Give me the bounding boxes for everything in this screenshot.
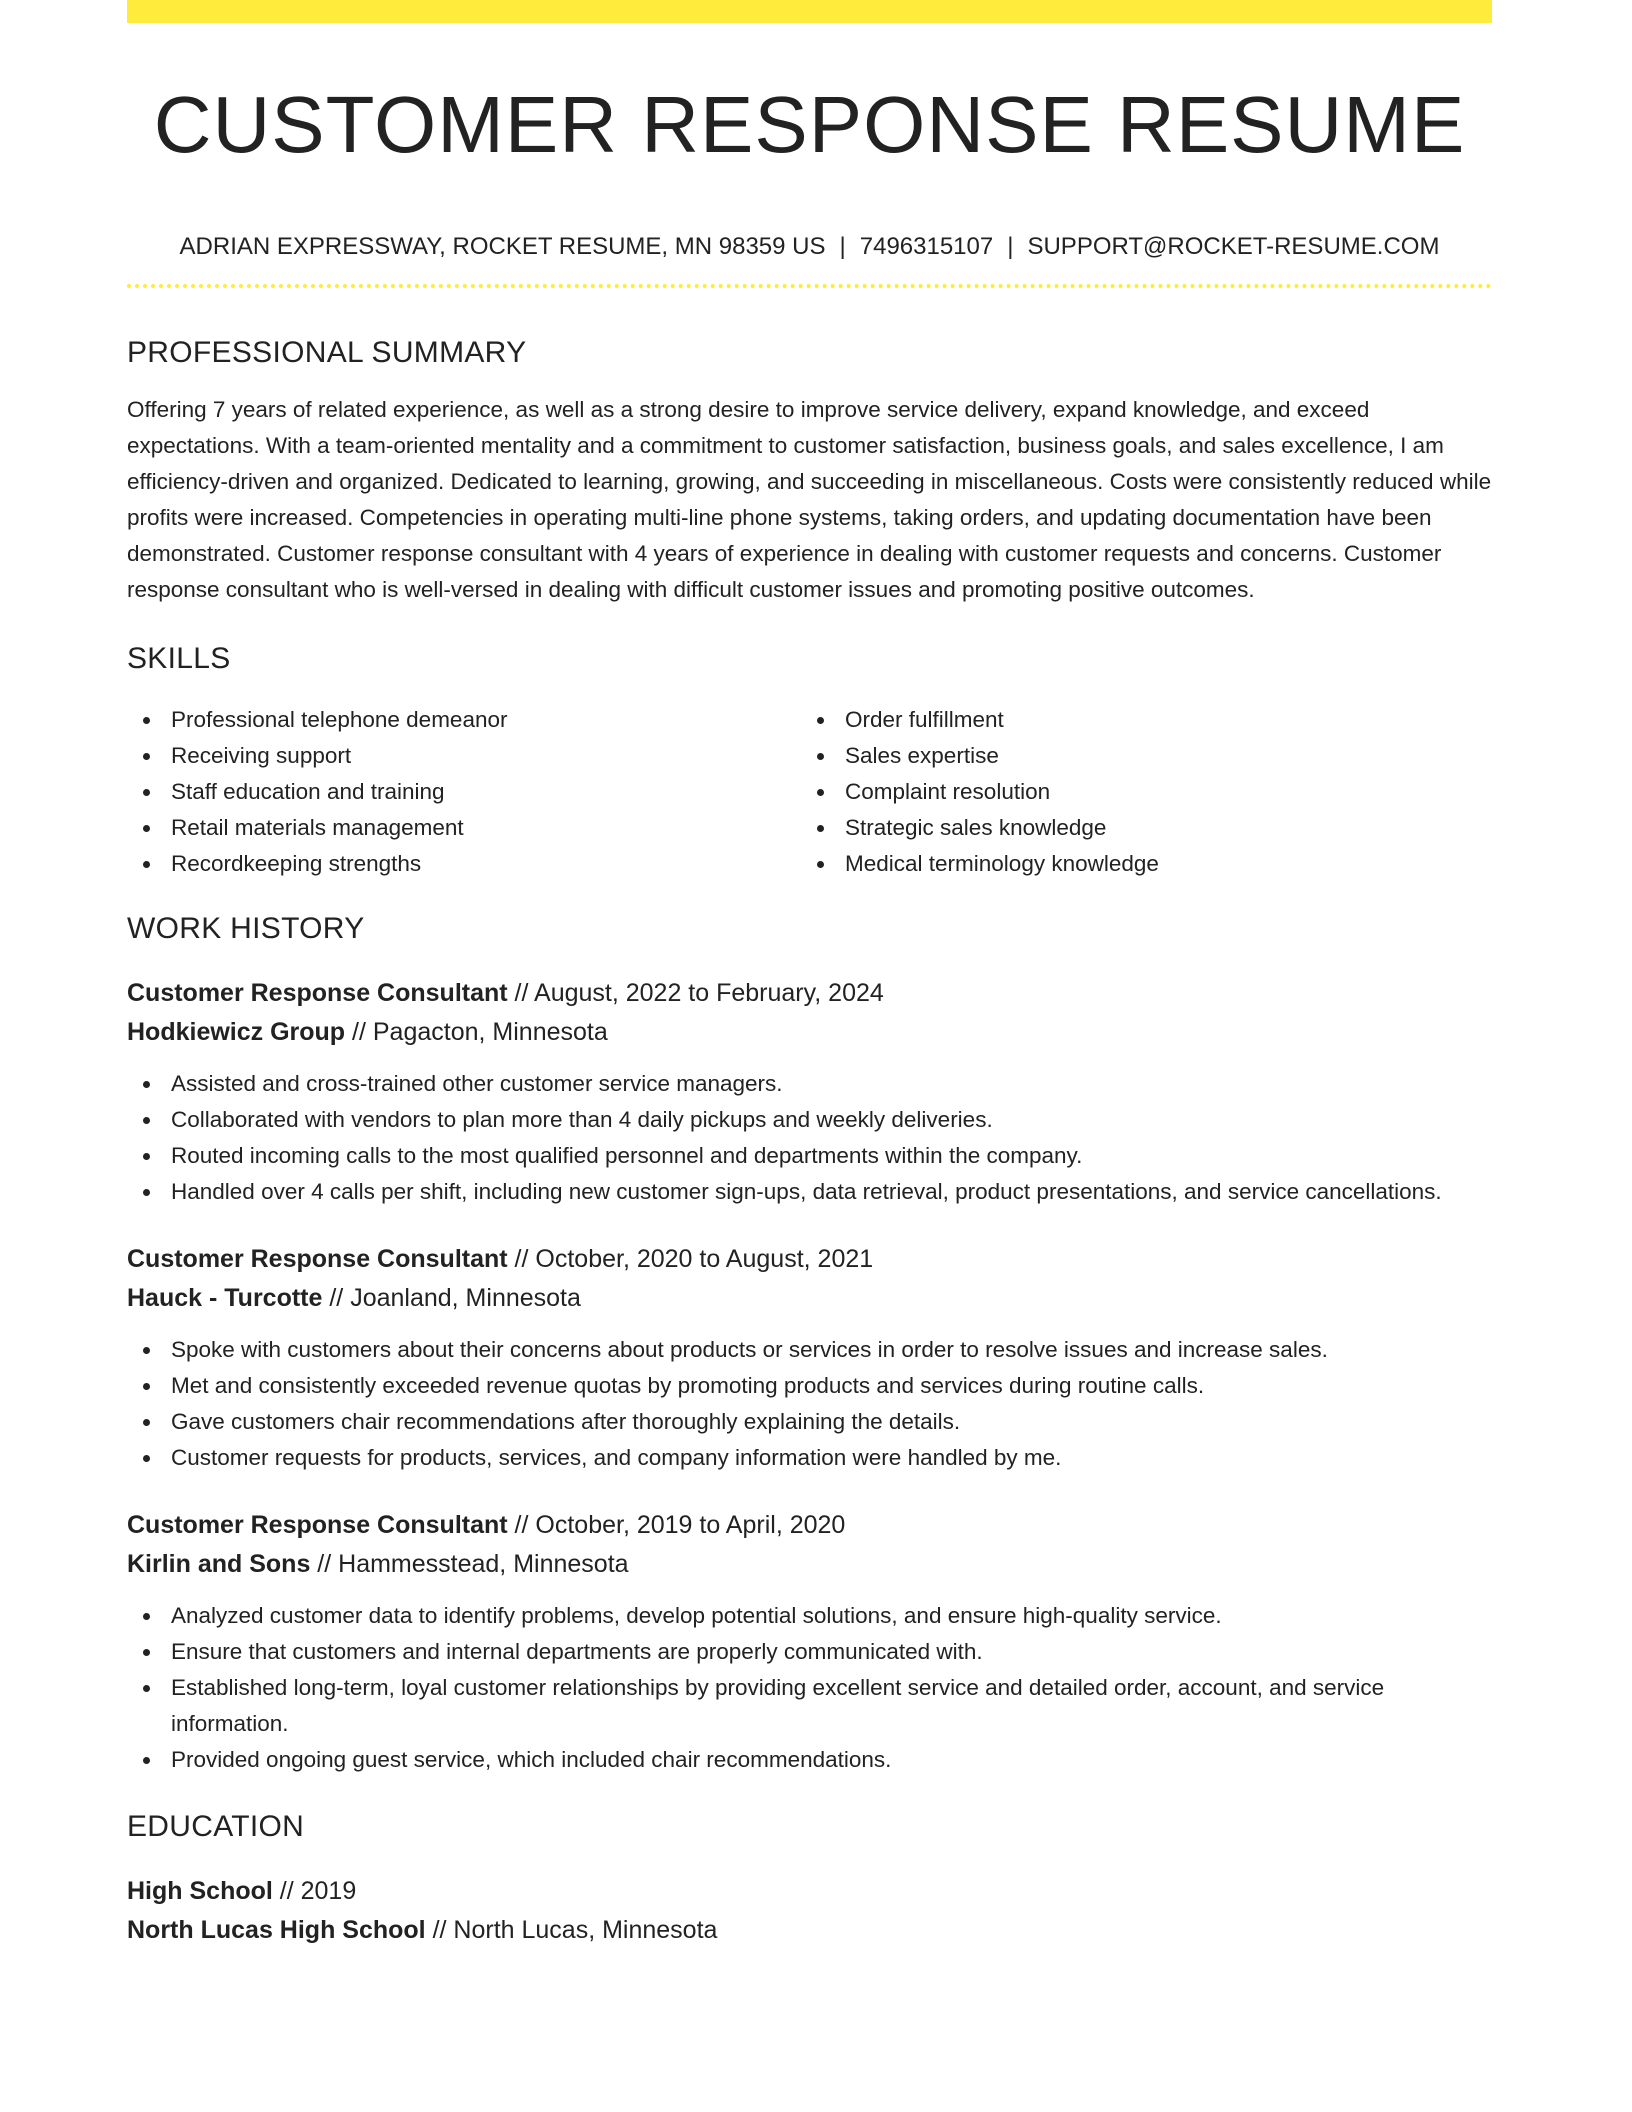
job-location: // Pagacton, Minnesota [345, 1018, 608, 1046]
summary-heading: PROFESSIONAL SUMMARY [127, 336, 527, 369]
job-bullet: Assisted and cross-trained other customer service managers. [127, 1066, 1492, 1102]
job-bullet: Provided ongoing guest service, which included chair recommendations. [127, 1742, 1492, 1778]
job-bullet: Gave customers chair recommendations after thoroughly explaining the details. [127, 1404, 1492, 1440]
skill-item: Professional telephone demeanor [127, 702, 801, 738]
job-entry [127, 974, 1492, 1210]
accent-top-bar [127, 0, 1492, 23]
education-degree: High School [127, 1877, 273, 1905]
education-entry [127, 1872, 1492, 1950]
skills-column-left [127, 702, 801, 882]
contact-phone: 7496315107 [859, 233, 994, 260]
skill-item: Sales expertise [801, 738, 1475, 774]
job-bullet: Customer requests for products, services, and company information were handled by me. [127, 1440, 1492, 1476]
job-bullet: Analyzed customer data to identify problems, develop potential solutions, and ensure high-quality service. [127, 1598, 1492, 1634]
job-company: Hodkiewicz Group [127, 1018, 346, 1046]
work-history-heading: WORK HISTORY [127, 912, 365, 945]
job-title: Customer Response Consultant [127, 1245, 508, 1273]
job-bullet: Collaborated with vendors to plan more than 4 daily pickups and weekly deliveries. [127, 1102, 1492, 1138]
job-title-line [127, 1240, 1492, 1279]
contact-separator: | [1007, 233, 1014, 260]
job-location: // Joanland, Minnesota [322, 1284, 581, 1312]
education-school: North Lucas High School [127, 1916, 426, 1944]
job-company: Hauck - Turcotte [127, 1284, 323, 1312]
summary-text: Offering 7 years of related experience, as well as a strong desire to improve service delivery, expand knowledge, and exceed expectations. With a team-oriented mentality and a commitment to customer satisfaction, business goals, and sales excellence, I am efficiency-driven and organized. Dedicated to learning, growing, and succeeding in miscellaneous. Costs were consistently reduced while profits were increased. Competencies in operating multi-line phone systems, taking orders, and updating documentation have been demonstrated. Customer response consultant with 4 years of experience in dealing with customer requests and concerns. Customer response consultant who is well-versed in dealing with difficult customer issues and promoting positive outcomes. [127, 397, 1492, 602]
education-location: // North Lucas, Minnesota [425, 1916, 718, 1944]
resume-page [127, 0, 1492, 1950]
skill-item: Complaint resolution [801, 774, 1475, 810]
job-bullets [127, 1332, 1492, 1476]
job-company-line [127, 1013, 1492, 1052]
job-dates: // October, 2019 to April, 2020 [507, 1511, 846, 1539]
skill-item: Retail materials management [127, 810, 801, 846]
education-heading: EDUCATION [127, 1810, 305, 1843]
job-title-line [127, 974, 1492, 1013]
job-bullet: Ensure that customers and internal departments are properly communicated with. [127, 1634, 1492, 1670]
job-bullet: Routed incoming calls to the most qualified personnel and departments within the company. [127, 1138, 1492, 1174]
skill-item: Staff education and training [127, 774, 801, 810]
job-title: Customer Response Consultant [127, 1511, 508, 1539]
job-bullet: Met and consistently exceeded revenue quotas by promoting products and services during routine calls. [127, 1368, 1492, 1404]
job-dates: // October, 2020 to August, 2021 [507, 1245, 874, 1273]
skills-column-right [801, 702, 1475, 882]
job-company-line [127, 1279, 1492, 1318]
job-entry [127, 1506, 1492, 1778]
skills-heading: SKILLS [127, 642, 231, 675]
job-location: // Hammesstead, Minnesota [310, 1550, 629, 1578]
job-bullets [127, 1598, 1492, 1778]
education-degree-line [127, 1872, 1492, 1911]
job-company-line [127, 1545, 1492, 1584]
job-bullet: Spoke with customers about their concerns about products or services in order to resolve issues and increase sales. [127, 1332, 1492, 1368]
contact-address: ADRIAN EXPRESSWAY, ROCKET RESUME, MN 98359 US [179, 233, 826, 260]
job-entry [127, 1240, 1492, 1476]
skill-item: Order fulfillment [801, 702, 1475, 738]
skill-item: Recordkeeping strengths [127, 846, 801, 882]
job-bullets [127, 1066, 1492, 1210]
contact-email: SUPPORT@ROCKET-RESUME.COM [1027, 233, 1440, 260]
job-title: Customer Response Consultant [127, 979, 508, 1007]
job-bullet: Handled over 4 calls per shift, including new customer sign-ups, data retrieval, product presentations, and service cancellations. [127, 1174, 1492, 1210]
skills-list [127, 702, 1492, 882]
job-title-line [127, 1506, 1492, 1545]
job-company: Kirlin and Sons [127, 1550, 311, 1578]
dotted-divider [127, 284, 1492, 288]
job-bullet: Established long-term, loyal customer relationships by providing excellent service and detailed order, account, and service information. [127, 1670, 1492, 1742]
education-school-line [127, 1911, 1492, 1950]
skill-item: Medical terminology knowledge [801, 846, 1475, 882]
skill-item: Receiving support [127, 738, 801, 774]
education-year: // 2019 [272, 1877, 357, 1905]
resume-title: CUSTOMER RESPONSE RESUME [153, 80, 1466, 169]
job-dates: // August, 2022 to February, 2024 [507, 979, 884, 1007]
contact-separator: | [839, 233, 846, 260]
skill-item: Strategic sales knowledge [801, 810, 1475, 846]
contact-line [127, 235, 1492, 259]
